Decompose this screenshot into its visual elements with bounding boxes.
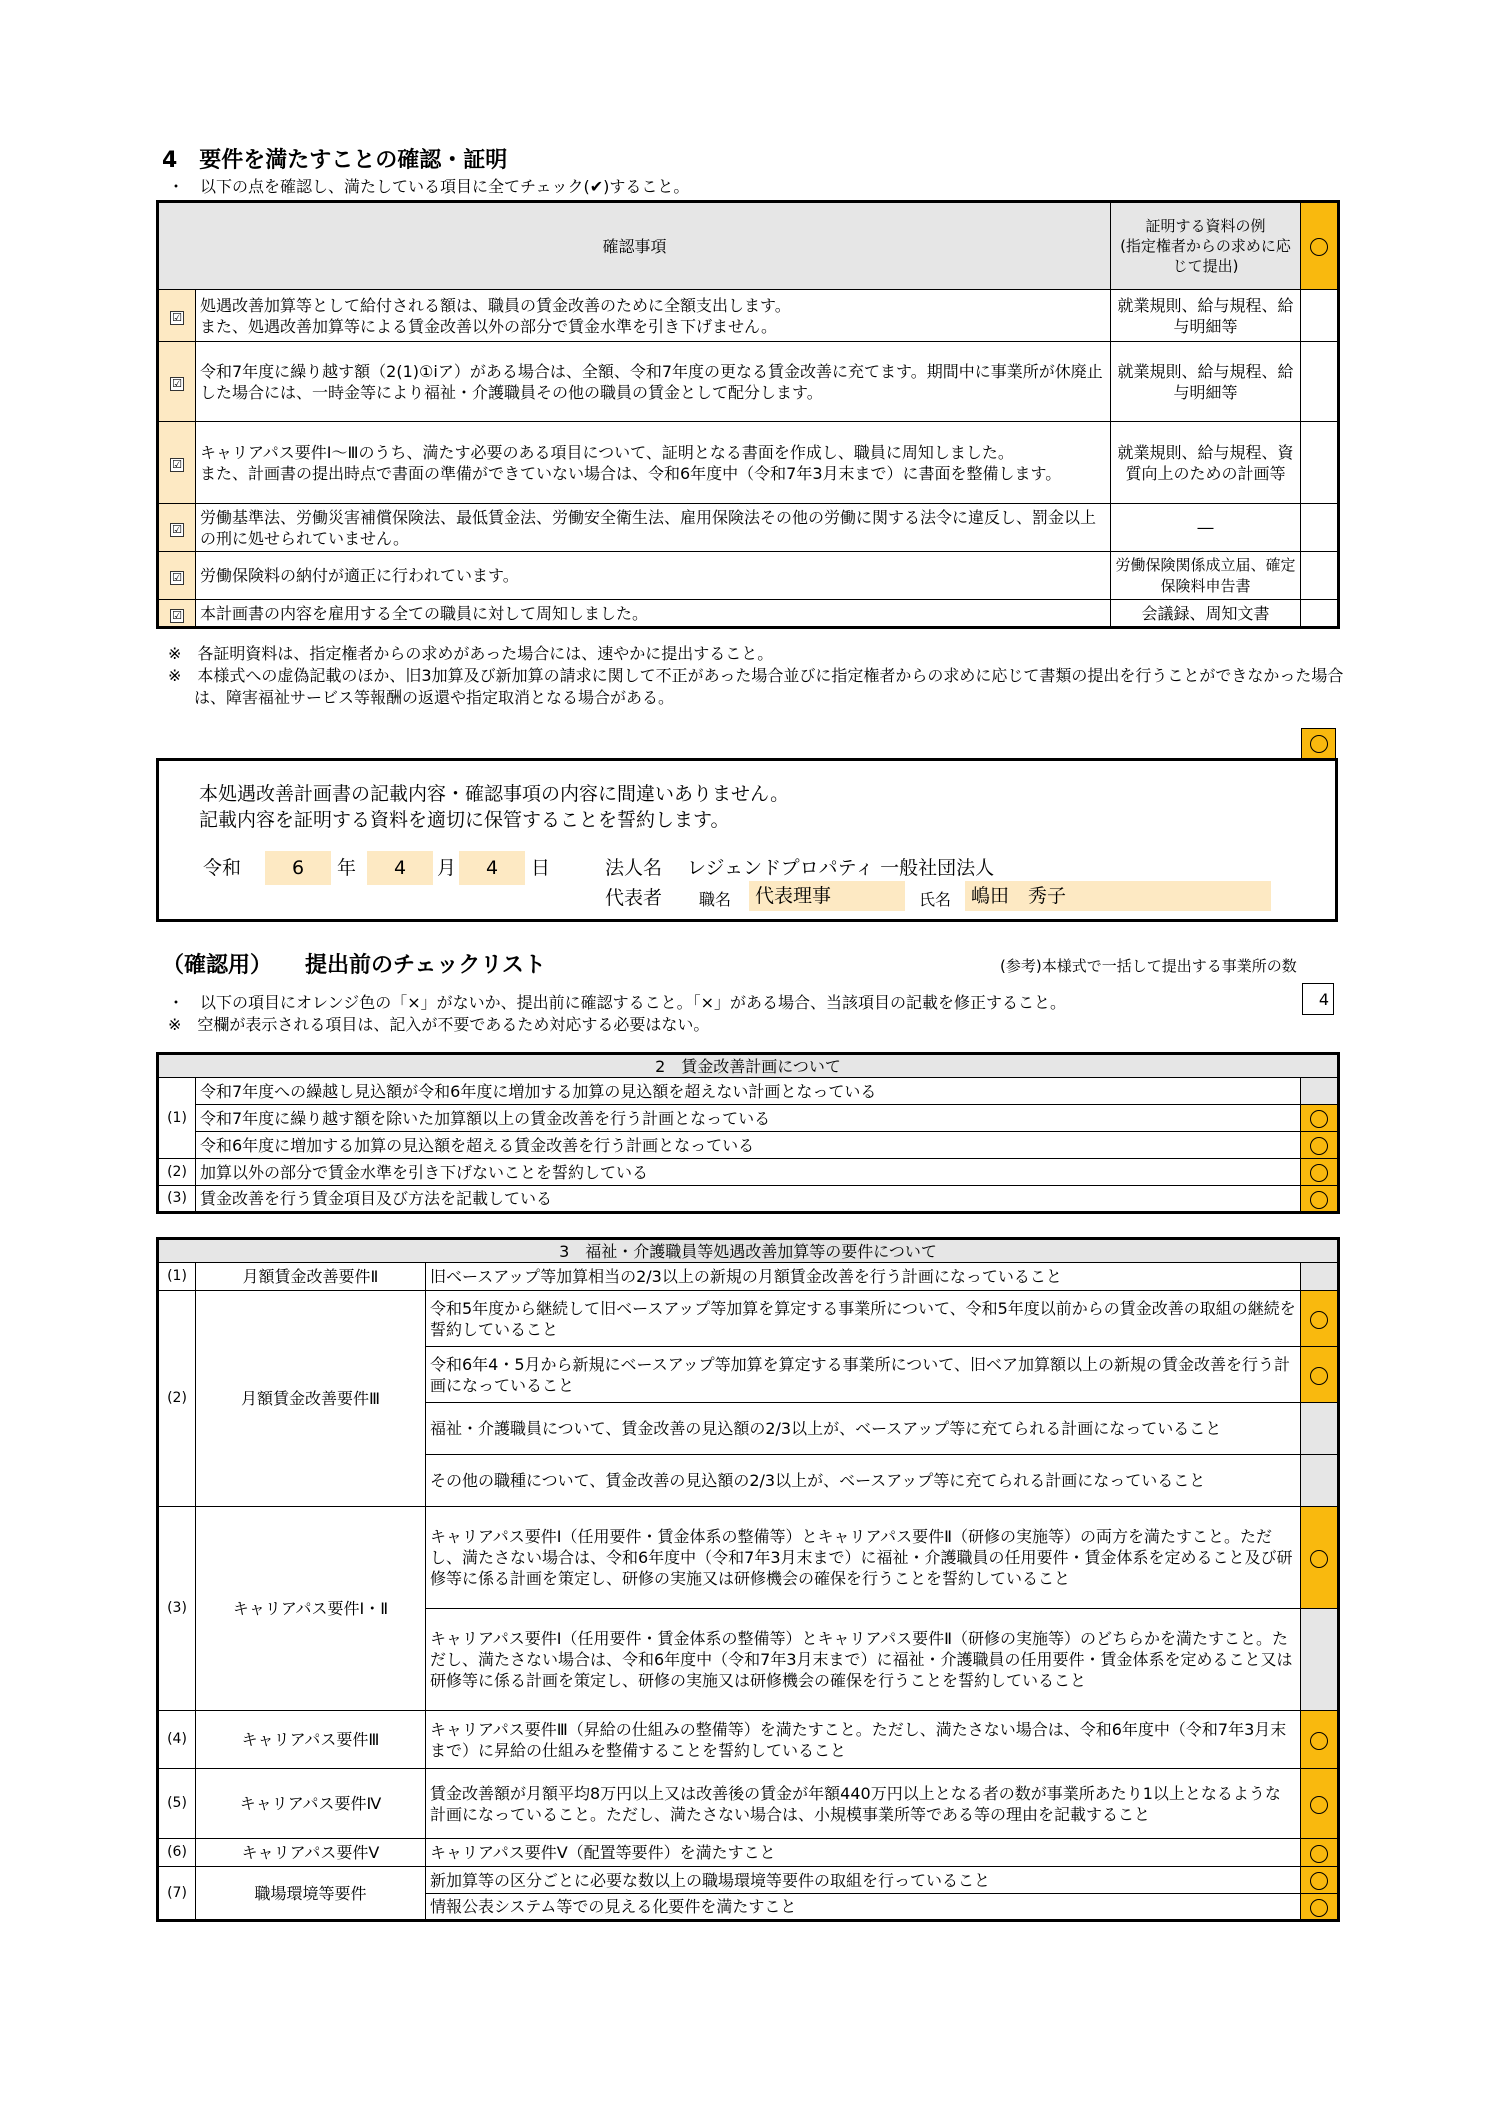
- confirm-row-text: キャリアパス要件Ⅰ～Ⅲのうち、満たす必要のある項目について、証明となる書面を作成し、職員に周知しました。 また、計画書の提出時点で書面の準備ができていない場合は、令和6年度中（令和7年3月末まで）に書面を整備します。: [196, 422, 1111, 504]
- table3-num: (2): [158, 1291, 196, 1507]
- checkbox-checked-icon: ☑: [170, 377, 184, 391]
- table3-item-text: キャリアパス要件Ⅴ（配置等要件）を満たすこと: [426, 1839, 1301, 1867]
- checkbox-checked-icon: ☑: [170, 458, 184, 472]
- table2-row-mark: [1301, 1132, 1339, 1159]
- wage-plan-table: [156, 1052, 1340, 1214]
- circle-mark-icon: [1310, 1191, 1328, 1209]
- table3-num: (3): [158, 1507, 196, 1711]
- section4-intro: ・ 以下の点を確認し、満たしている項目に全てチェック(✔)すること。: [168, 177, 690, 196]
- table2-row-mark: [1301, 1159, 1339, 1186]
- confirm-row-mark: [1301, 552, 1339, 600]
- table3-item-mark: [1301, 1263, 1339, 1291]
- table3-item-mark: [1301, 1403, 1339, 1455]
- month-unit: 月: [437, 857, 457, 879]
- table3-label: 月額賃金改善要件Ⅲ: [196, 1291, 426, 1507]
- checklist-title: （確認用） 提出前のチェックリスト: [162, 953, 546, 978]
- table3-num: (1): [158, 1263, 196, 1291]
- checkbox-checked-icon: ☑: [170, 609, 184, 623]
- year-unit: 年: [337, 857, 357, 879]
- declaration-line-1: 本処遇改善計画書の記載内容・確認事項の内容に間違いありません。: [199, 783, 790, 805]
- declaration-box: [156, 758, 1338, 922]
- table2-num: (2): [158, 1159, 196, 1186]
- confirm-row-text: 労働保険料の納付が適正に行われています。: [196, 552, 1111, 600]
- table2-header: 2 賃金改善計画について: [158, 1054, 1339, 1078]
- table3-item-mark: [1301, 1507, 1339, 1609]
- ref-label: (参考)本様式で一括して提出する事業所の数: [1000, 957, 1297, 975]
- year-field[interactable]: 6: [265, 851, 331, 885]
- confirm-row-mark: [1301, 504, 1339, 552]
- table2-row-text: 令和7年度に繰り越す額を除いた加算額以上の賃金改善を行う計画となっている: [196, 1105, 1301, 1132]
- confirm-row-mark: [1301, 600, 1339, 628]
- confirm-row-doc: 会議録、周知文書: [1111, 600, 1301, 628]
- table2-row-mark: [1301, 1186, 1339, 1213]
- confirm-row-doc: ―: [1111, 504, 1301, 552]
- requirements-table: [156, 1237, 1340, 1922]
- confirm-row-mark: [1301, 290, 1339, 342]
- table3-item-text: キャリアパス要件Ⅰ（任用要件・賃金体系の整備等）とキャリアパス要件Ⅱ（研修の実施等）の両方を満たすこと。ただし、満たさない場合は、令和6年度中（令和7年3月末まで）に福祉・介護職員の任用要件・賃金体系を定めること及び研修等に係る計画を策定し、研修の実施又は研修機会の確保を行うことを誓約していること: [426, 1507, 1301, 1609]
- table3-item-text: 令和5年度から継続して旧ベースアップ等加算を算定する事業所について、令和5年度以前からの賃金改善の取組の継続を誓約していること: [426, 1291, 1301, 1347]
- table3-item-mark: [1301, 1347, 1339, 1403]
- table2-row-text: 賃金改善を行う賃金項目及び方法を記載している: [196, 1186, 1301, 1213]
- table3-label: キャリアパス要件Ⅴ: [196, 1839, 426, 1867]
- header-proof-docs: 証明する資料の例 (指定権者からの求めに応じて提出): [1111, 202, 1301, 290]
- section4-title: 4 要件を満たすことの確認・証明: [162, 148, 508, 173]
- table2-num: (3): [158, 1186, 196, 1213]
- confirm-row-text: 労働基準法、労働災害補償保険法、最低賃金法、労働安全衛生法、雇用保険法その他の労働に関する法令に違反し、罰金以上の刑に処せられていません。: [196, 504, 1111, 552]
- confirm-row-text: 処遇改善加算等として給付される額は、職員の賃金改善のために全額支出します。 また、処遇改善加算等による賃金改善以外の部分で賃金水準を引き下げません。: [196, 290, 1111, 342]
- circle-mark-icon: [1310, 1164, 1328, 1182]
- checkbox-checked-icon: ☑: [170, 311, 184, 325]
- table3-item-text: 福祉・介護職員について、賃金改善の見込額の2/3以上が、ベースアップ等に充てられる計画になっていること: [426, 1403, 1301, 1455]
- checkbox-checked-icon: ☑: [170, 571, 184, 585]
- row-checkbox[interactable]: [158, 504, 196, 552]
- confirm-row-text: 本計画書の内容を雇用する全ての職員に対して周知しました。: [196, 600, 1111, 628]
- table3-item-text: キャリアパス要件Ⅰ（任用要件・賃金体系の整備等）とキャリアパス要件Ⅱ（研修の実施等）のどちらかを満たすこと。ただし、満たさない場合は、令和6年度中（令和7年3月末まで）に福祉・介護職員の任用要件・賃金体系を定めること又は研修等に係る計画を策定し、研修の実施又は研修機会の確保を行うことを誓約していること: [426, 1609, 1301, 1711]
- confirm-row-doc: 就業規則、給与規程、資質向上のための計画等: [1111, 422, 1301, 504]
- table3-item-mark: [1301, 1291, 1339, 1347]
- table2-row-text: 令和6年度に増加する加算の見込額を超える賃金改善を行う計画となっている: [196, 1132, 1301, 1159]
- table3-num: (7): [158, 1867, 196, 1921]
- table3-item-text: 賃金改善額が月額平均8万円以上又は改善後の賃金が年額440万円以上となる者の数が事業所あたり1以上となるような計画になっていること。ただし、満たさない場合は、小規模事業所等である等の理由を記載すること: [426, 1769, 1301, 1839]
- confirm-table: [156, 200, 1340, 629]
- declaration-line-2: 記載内容を証明する資料を適切に保管することを誓約します。: [199, 809, 730, 831]
- header-confirm-item: 確認事項: [158, 202, 1111, 290]
- section4-note-2: ※ 本様式への虚偽記載のほか、旧3加算及び新加算の請求に関して不正があった場合並びに指定権者からの求めに応じて書類の提出を行うことができなかった場合は、障害福祉サービス等報酬の返還や指定取消となる場合がある。: [168, 666, 1344, 707]
- table3-label: キャリアパス要件Ⅰ・Ⅱ: [196, 1507, 426, 1711]
- table3-item-mark: [1301, 1711, 1339, 1769]
- circle-mark-icon: [1310, 1872, 1328, 1890]
- table3-label: キャリアパス要件Ⅳ: [196, 1769, 426, 1839]
- confirm-row-doc: 就業規則、給与規程、給与明細等: [1111, 290, 1301, 342]
- table3-item-text: 令和6年4・5月から新規にベースアップ等加算を算定する事業所について、旧ベア加算額以上の新規の賃金改善を行う計画になっていること: [426, 1347, 1301, 1403]
- table3-label: 職場環境等要件: [196, 1867, 426, 1921]
- table3-item-mark: [1301, 1839, 1339, 1867]
- office-count-field[interactable]: 4: [1302, 983, 1334, 1015]
- circle-mark-icon: [1310, 1137, 1328, 1155]
- table3-item-text: キャリアパス要件Ⅲ（昇給の仕組みの整備等）を満たすこと。ただし、満たさない場合は、令和6年度中（令和7年3月末まで）に昇給の仕組みを整備することを誓約していること: [426, 1711, 1301, 1769]
- confirm-row-mark: [1301, 342, 1339, 422]
- table3-item-mark: [1301, 1769, 1339, 1839]
- circle-mark-icon: [1310, 1550, 1328, 1568]
- row-checkbox[interactable]: [158, 552, 196, 600]
- confirm-row-mark: [1301, 422, 1339, 504]
- table2-row-mark: [1301, 1078, 1339, 1105]
- name-field[interactable]: 嶋田 秀子: [965, 881, 1271, 911]
- table2-row-text: 加算以外の部分で賃金水準を引き下げないことを誓約している: [196, 1159, 1301, 1186]
- circle-mark-icon: [1310, 1110, 1328, 1128]
- table3-item-text: 旧ベースアップ等加算相当の2/3以上の新規の月額賃金改善を行う計画になっていること: [426, 1263, 1301, 1291]
- table3-item-text: その他の職種について、賃金改善の見込額の2/3以上が、ベースアップ等に充てられる計画になっていること: [426, 1455, 1301, 1507]
- section4-note-1: ※ 各証明資料は、指定権者からの求めがあった場合には、速やかに提出すること。: [168, 644, 774, 663]
- declaration-mark: [1301, 728, 1336, 759]
- table3-item-mark: [1301, 1894, 1339, 1921]
- title-label: 職名: [699, 890, 732, 909]
- table2-num: (1): [158, 1078, 196, 1159]
- confirm-row-doc: 就業規則、給与規程、給与明細等: [1111, 342, 1301, 422]
- table2-row-text: 令和7年度への繰越し見込額が令和6年度に増加する加算の見込額を超えない計画となっている: [196, 1078, 1301, 1105]
- circle-mark-icon: [1310, 1367, 1328, 1385]
- checklist-intro-1: ・ 以下の項目にオレンジ色の「×」がないか、提出前に確認すること。「×」がある場合、当該項目の記載を修正すること。: [168, 993, 1067, 1012]
- table3-label: キャリアパス要件Ⅲ: [196, 1711, 426, 1769]
- checkbox-checked-icon: ☑: [170, 523, 184, 537]
- row-checkbox[interactable]: [158, 290, 196, 342]
- day-field[interactable]: 4: [459, 851, 525, 885]
- table3-num: (5): [158, 1769, 196, 1839]
- table3-header: 3 福祉・介護職員等処遇改善加算等の要件について: [158, 1239, 1339, 1263]
- table3-num: (6): [158, 1839, 196, 1867]
- row-checkbox[interactable]: [158, 600, 196, 628]
- day-unit: 日: [531, 857, 551, 879]
- table3-label: 月額賃金改善要件Ⅱ: [196, 1263, 426, 1291]
- title-field[interactable]: 代表理事: [749, 881, 905, 911]
- confirm-row-doc: 労働保険関係成立届、確定保険料申告書: [1111, 552, 1301, 600]
- circle-mark-icon: [1310, 1796, 1328, 1814]
- table3-item-mark: [1301, 1609, 1339, 1711]
- circle-mark-icon: [1310, 1845, 1328, 1863]
- row-checkbox[interactable]: [158, 422, 196, 504]
- confirm-row-text: 令和7年度に繰り越す額（2(1)①ⅰア）がある場合は、全額、令和7年度の更なる賃金改善に充てます。期間中に事業所が休廃止した場合には、一時金等により福祉・介護職員その他の職員の賃金として配分します。: [196, 342, 1111, 422]
- table3-num: (4): [158, 1711, 196, 1769]
- header-mark: [1301, 202, 1339, 290]
- circle-mark-icon: [1310, 1899, 1328, 1917]
- circle-mark-icon: [1310, 1311, 1328, 1329]
- circle-mark-icon: [1310, 238, 1328, 256]
- circle-mark-icon: [1310, 735, 1328, 753]
- table3-item-text: 新加算等の区分ごとに必要な数以上の職場環境等要件の取組を行っていること: [426, 1867, 1301, 1894]
- table3-item-text: 情報公表システム等での見える化要件を満たすこと: [426, 1894, 1301, 1921]
- era-label: 令和: [203, 857, 242, 879]
- table3-item-mark: [1301, 1867, 1339, 1894]
- table2-row-mark: [1301, 1105, 1339, 1132]
- circle-mark-icon: [1310, 1732, 1328, 1750]
- name-label: 氏名: [919, 890, 952, 909]
- month-field[interactable]: 4: [367, 851, 433, 885]
- row-checkbox[interactable]: [158, 342, 196, 422]
- corp-label: 法人名: [605, 857, 663, 879]
- checklist-intro-2: ※ 空欄が表示される項目は、記入が不要であるため対応する必要はない。: [168, 1015, 710, 1034]
- corp-name-field[interactable]: レジェンドプロパティ 一般社団法人: [687, 857, 995, 879]
- rep-label: 代表者: [605, 887, 663, 909]
- table3-item-mark: [1301, 1455, 1339, 1507]
